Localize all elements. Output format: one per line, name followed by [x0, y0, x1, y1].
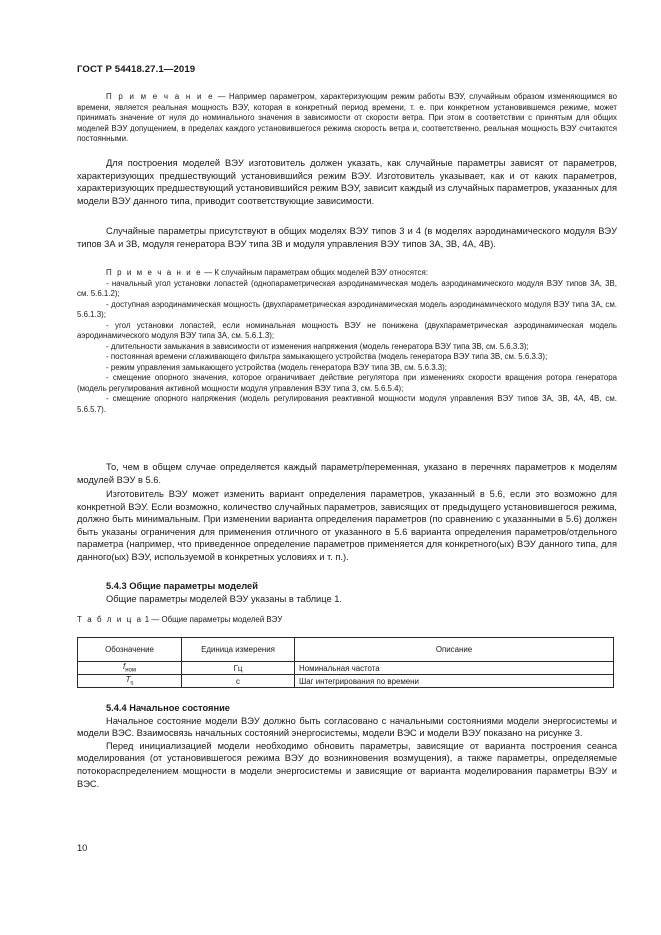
table-1-caption-text: 1 — Общие параметры моделей ВЭУ — [142, 615, 283, 624]
note-2-item: - длительности замыкания в зависимости от изменения напряжения (модель генератора ВЭУ типа 3В, см. 5.6.3.3); — [106, 341, 529, 351]
paragraph-3 — [77, 461, 617, 486]
paragraph-3-text: То, чем в общем случае определяется каждый параметр/переменная, указано в перечнях параметров к моделям модулей ВЭУ в 5.6. — [77, 462, 617, 485]
section-5-4-3 — [77, 580, 617, 605]
symbol-main: f — [123, 662, 126, 672]
symbol-subscript: s — [130, 680, 134, 687]
table-cell-unit: Гц — [182, 662, 295, 675]
section-5-4-4 — [77, 702, 617, 790]
note-2-item: - угол установки лопастей, если номинальная мощность ВЭУ не понижена (двухпараметрическая аэродинамическая модель аэродинамического модуля ВЭУ типа 3А, см. 5.6.1.3); — [77, 320, 617, 340]
note-2-item: - доступная аэродинамическая мощность (двухпараметрическая аэродинамическая модель аэродинамического модуля ВЭУ типа 3А, см. 5.6.1.3); — [77, 299, 617, 319]
table-cell-symbol — [78, 662, 182, 675]
table-row — [78, 675, 614, 688]
paragraph-2 — [77, 225, 617, 250]
table-row — [78, 662, 614, 675]
note-2-item: - постоянная времени сглаживающего фильтра замыкающего устройства (модель генератора ВЭУ типа 3В, см. 5.6.3.3); — [106, 352, 548, 361]
table-cell-unit: с — [182, 675, 295, 688]
section-5-4-3-text: Общие параметры моделей ВЭУ указаны в таблице 1. — [106, 593, 342, 604]
section-5-4-4-title: 5.4.4 Начальное состояние — [106, 703, 230, 713]
table-header-row — [78, 638, 614, 662]
table-header-description: Описание — [295, 638, 614, 662]
note-1-text: — Например параметром, характеризующим режим работы ВЭУ, случайным образом изменяющимся во времени, является реальная мощность ВЭУ, которая в конкретный период времени, т. е. при конкретном установившемся режиме, может принимать значение от нуля до номинального значения в зависимости от скорости ветра. При этом в соответствии с принятым для общих моделей ВЭУ допущением, в пределах каждого установившегося режима скорость ветра и, соответственно, реальная мощность ВЭУ считаются постоянными. — [77, 92, 617, 143]
table-1 — [77, 637, 614, 688]
note-2-item: - смещение опорного напряжения (модель регулирования реактивной мощности модуля управления ВЭУ типов 3А, 3В, 4А, 4В, см. 5.6.5.7). — [77, 394, 617, 414]
paragraph-1 — [77, 157, 617, 207]
paragraph-4 — [77, 488, 617, 564]
note-2 — [77, 268, 617, 415]
symbol-subscript: ном — [125, 667, 136, 674]
note-2-item: - начальный угол установки лопастей (однопараметрическая аэродинамическая модель аэродинамического модуля ВЭУ типов 3А, 3В, см. 5.6.1.2); — [77, 278, 617, 298]
table-header-unit: Единица измерения — [182, 638, 295, 662]
table-cell-description: Шаг интегрирования по времени — [295, 675, 614, 688]
table-1-caption — [77, 615, 617, 626]
table-header-symbol: Обозначение — [78, 638, 182, 662]
note-2-item: - режим управления замыкающего устройства (модель генератора ВЭУ типа 3В, см. 5.6.3.3); — [106, 362, 447, 372]
table-cell-symbol — [78, 675, 182, 688]
section-5-4-3-title: 5.4.3 Общие параметры моделей — [106, 581, 258, 591]
paragraph-2-text: Случайные параметры присутствуют в общих моделях ВЭУ типов 3 и 4 (в моделях аэродинамического модуля ВЭУ типов 3А и 3В, модуля генератора ВЭУ типа 3В и модуля управления ВЭУ типов 3А, 3В, 4А, 4В). — [77, 226, 617, 249]
note-2-intro — [77, 268, 617, 279]
paragraph-4-text: Изготовитель ВЭУ может изменить вариант определения параметров, указанный в 5.6, если это возможно для конкретной ВЭУ. Если возможно, количество случайных параметров, зависящих от предыдущего установившегося режима, должно быть минимальным. При изменении варианта определения параметров (по сравнению с указанными в 5.6) должен быть указаны ограничения для применения отличного от указанного в 5.6 варианта определения параметров/отдельного параметра (например, что приведенное определение параметров применяется для конкретного(ых) ВЭУ данного типа, для данного(ых) ВЭУ, используемой в конкретных условиях и т. п.). — [77, 489, 617, 562]
note-2-item: - смещение опорного значения, которое ограничивает действие регулятора при изменениях скорости вращения ротора генератора (модель регулирования активной мощности модуля управления ВЭУ типа 3, см. 5.6.5.4); — [77, 373, 617, 393]
symbol-main: T — [125, 675, 131, 685]
table-cell-description: Номинальная частота — [295, 662, 614, 675]
note-1-label: П р и м е ч а н и е — [106, 92, 215, 101]
paragraph-1-text: Для построения моделей ВЭУ изготовитель должен указать, как случайные параметры зависят от параметров, характеризующих предшествующий установившийся режим ВЭУ. Изготовитель указывает, как и от каких параметров, характеризующих предшествующий установившийся режим ВЭУ, зависит каждый из случайных параметров, указанных для модели ВЭУ данного типа, приводит соответствующие зависимости. — [77, 158, 617, 206]
note-2-intro-text: — К случайным параметрам общих моделей ВЭУ относятся: — [202, 268, 428, 277]
note-1-paragraph — [77, 92, 617, 145]
note-2-label: П р и м е ч а н и е — [106, 268, 203, 277]
section-5-4-4-p2: Перед инициализацией модели необходимо обновить параметры, зависящие от варианта построения сеанса моделирования (от установившегося режима ВЭУ до возникновения возмущения), а также параметры, определяемые потокораспределением мощности в модели энергосистемы и зависящие от варианта моделирования параметры ВЭУ и ВЭС. — [77, 740, 617, 789]
table-1-caption-label: Т а б л и ц а — [77, 615, 143, 624]
section-5-4-4-p1: Начальное состояние модели ВЭУ должно быть согласовано с начальными состояниями модели энергосистемы и модели ВЭС. Взаимосвязь начальных состояний энергосистемы, модели ВЭС и модели ВЭУ показано на рисунке 3. — [77, 715, 617, 739]
note-1 — [77, 92, 617, 145]
standard-header: ГОСТ Р 54418.27.1—2019 — [77, 64, 196, 75]
page-number: 10 — [77, 843, 88, 853]
